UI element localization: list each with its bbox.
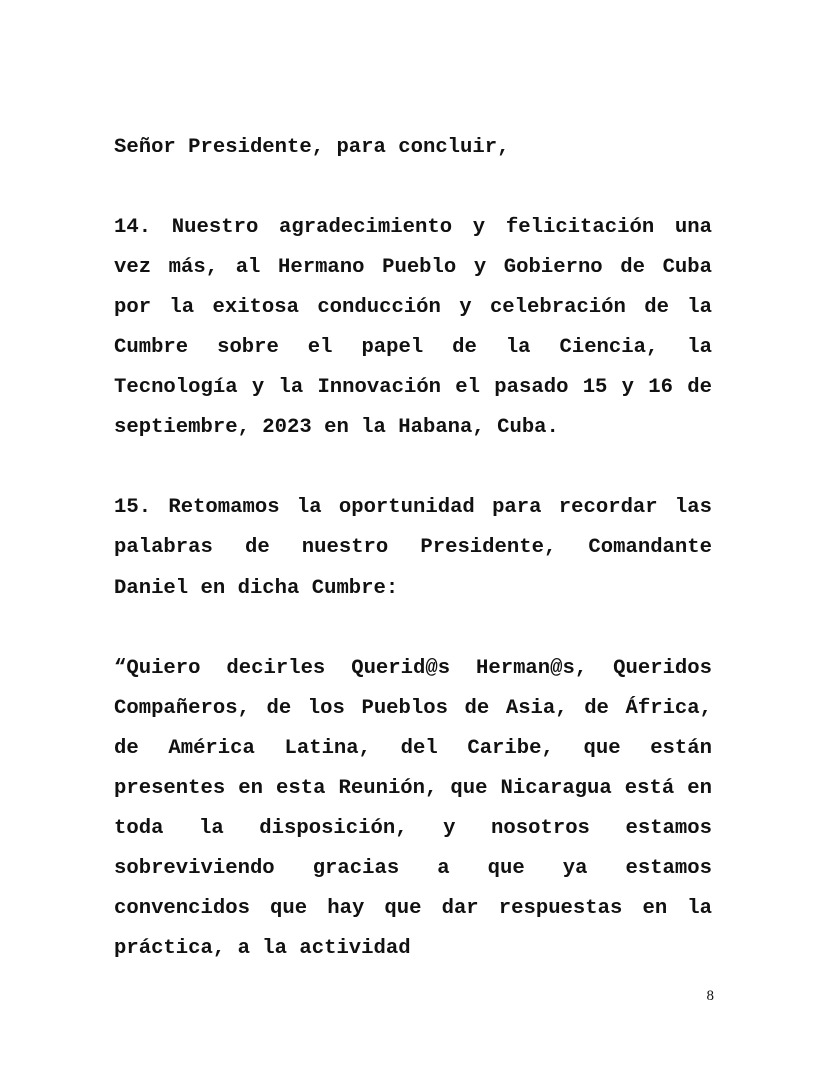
paragraph-15: 15. Retomamos la oportunidad para recordar las palabras de nuestro Presidente, Comandante Daniel en dicha Cumbre:: [114, 496, 712, 600]
page-number: 8: [706, 988, 714, 1004]
document-body: [114, 128, 712, 1009]
salutation-paragraph: Señor Presidente, para concluir,: [114, 136, 510, 159]
paragraph-14: 14. Nuestro agradecimiento y felicitación una vez más, al Hermano Pueblo y Gobierno de Cuba por la exitosa conducción y celebración de la Cumbre sobre el papel de la Ciencia, la Tecnología y la Innovación el pasado 15 y 16 de septiembre, 2023 en la Habana, Cuba.: [114, 216, 712, 440]
quote-paragraph: “Quiero decirles Querid@s Herman@s, Queridos Compañeros, de los Pueblos de Asia, de África, de América Latina, del Caribe, que están presentes en esta Reunión, que Nicaragua está en toda la disposición, y nosotros estamos sobreviviendo gracias a que ya estamos convencidos que hay que dar respuestas en la práctica, a la actividad: [114, 656, 712, 960]
